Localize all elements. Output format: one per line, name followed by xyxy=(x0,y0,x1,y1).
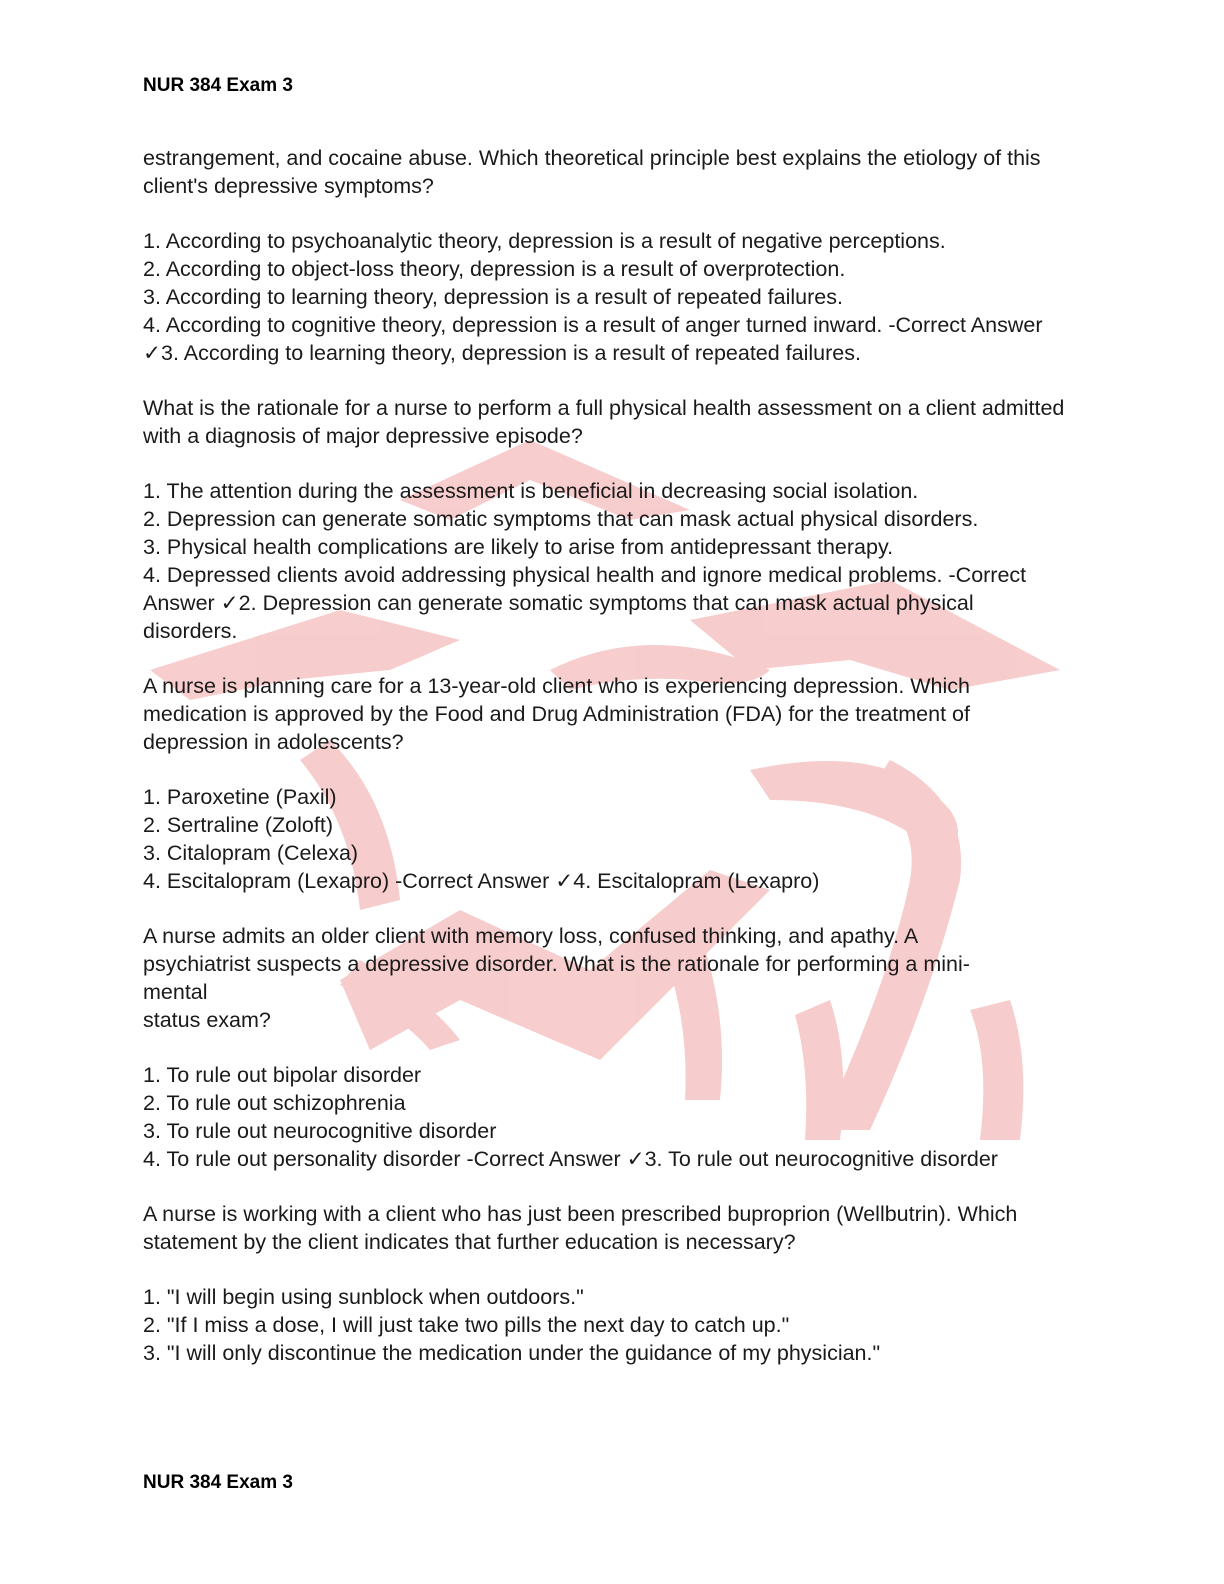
question-text-line: A nurse admits an older client with memory loss, confused thinking, and apathy. A xyxy=(143,924,919,948)
answer-option: 2. To rule out schizophrenia xyxy=(143,1091,406,1115)
answer-option: 3. Citalopram (Celexa) xyxy=(143,841,359,865)
answer-option: 1. Paroxetine (Paxil) xyxy=(143,785,337,809)
answer-option: 2. Sertraline (Zoloft) xyxy=(143,813,333,837)
answer-option: 3. To rule out neurocognitive disorder xyxy=(143,1119,497,1143)
answer-option: 1. The attention during the assessment is beneficial in decreasing social isolation. xyxy=(143,479,919,503)
question-text-line: psychiatrist suspects a depressive disorder. What is the rationale for performing a mini- xyxy=(143,952,970,976)
question-text: A nurse is planning care for a 13-year-old client who is experiencing depression. Which medication is approved by the Food and Drug Administration (FDA) for the treatment of depression in adolescents? xyxy=(143,674,970,754)
answer-option: 2. According to object-loss theory, depression is a result of overprotection. xyxy=(143,257,846,281)
answer-option: 3. "I will only discontinue the medication under the guidance of my physician." xyxy=(143,1341,881,1365)
question-text: What is the rationale for a nurse to perform a full physical health assessment on a client admitted with a diagnosis of major depressive episode? xyxy=(143,396,1065,448)
answer-option: 1. To rule out bipolar disorder xyxy=(143,1063,422,1087)
answer-option-with-correct-answer: 4. Depressed clients avoid addressing physical health and ignore medical problems. -Correct Answer ✓2. Depression can generate somatic symptoms that can mask actual physical disorders. xyxy=(143,563,1027,643)
page-header: NUR 384 Exam 3 xyxy=(143,75,293,96)
answer-option: 2. Depression can generate somatic symptoms that can mask actual physical disorders. xyxy=(143,507,979,531)
answer-option: 1. According to psychoanalytic theory, depression is a result of negative perceptions. xyxy=(143,229,946,253)
answer-option: 3. According to learning theory, depression is a result of repeated failures. xyxy=(143,285,843,309)
answer-option-with-correct-answer: 4. To rule out personality disorder -Correct Answer ✓3. To rule out neurocognitive disorder xyxy=(143,1147,998,1171)
answer-option: 1. "I will begin using sunblock when outdoors." xyxy=(143,1285,584,1309)
page-footer: NUR 384 Exam 3 xyxy=(143,1472,293,1493)
answer-option-with-correct-answer: 4. Escitalopram (Lexapro) -Correct Answer ✓4. Escitalopram (Lexapro) xyxy=(143,869,820,893)
question-text-line: mental xyxy=(143,980,208,1004)
question-text-line: status exam? xyxy=(143,1008,271,1032)
answer-option: 3. Physical health complications are likely to arise from antidepressant therapy. xyxy=(143,535,894,559)
question-text: A nurse is working with a client who has just been prescribed buproprion (Wellbutrin). Which statement by the client indicates that further education is necessary? xyxy=(143,1202,1018,1254)
question-text: estrangement, and cocaine abuse. Which theoretical principle best explains the etiology of this client's depressive symptoms? xyxy=(143,146,1041,198)
answer-option-with-correct-answer: 4. According to cognitive theory, depression is a result of anger turned inward. -Correct Answer ✓3. According to learning theory, depression is a result of repeated failures. xyxy=(143,313,1043,365)
exam-content xyxy=(143,144,1073,1367)
answer-option: 2. "If I miss a dose, I will just take two pills the next day to catch up." xyxy=(143,1313,790,1337)
